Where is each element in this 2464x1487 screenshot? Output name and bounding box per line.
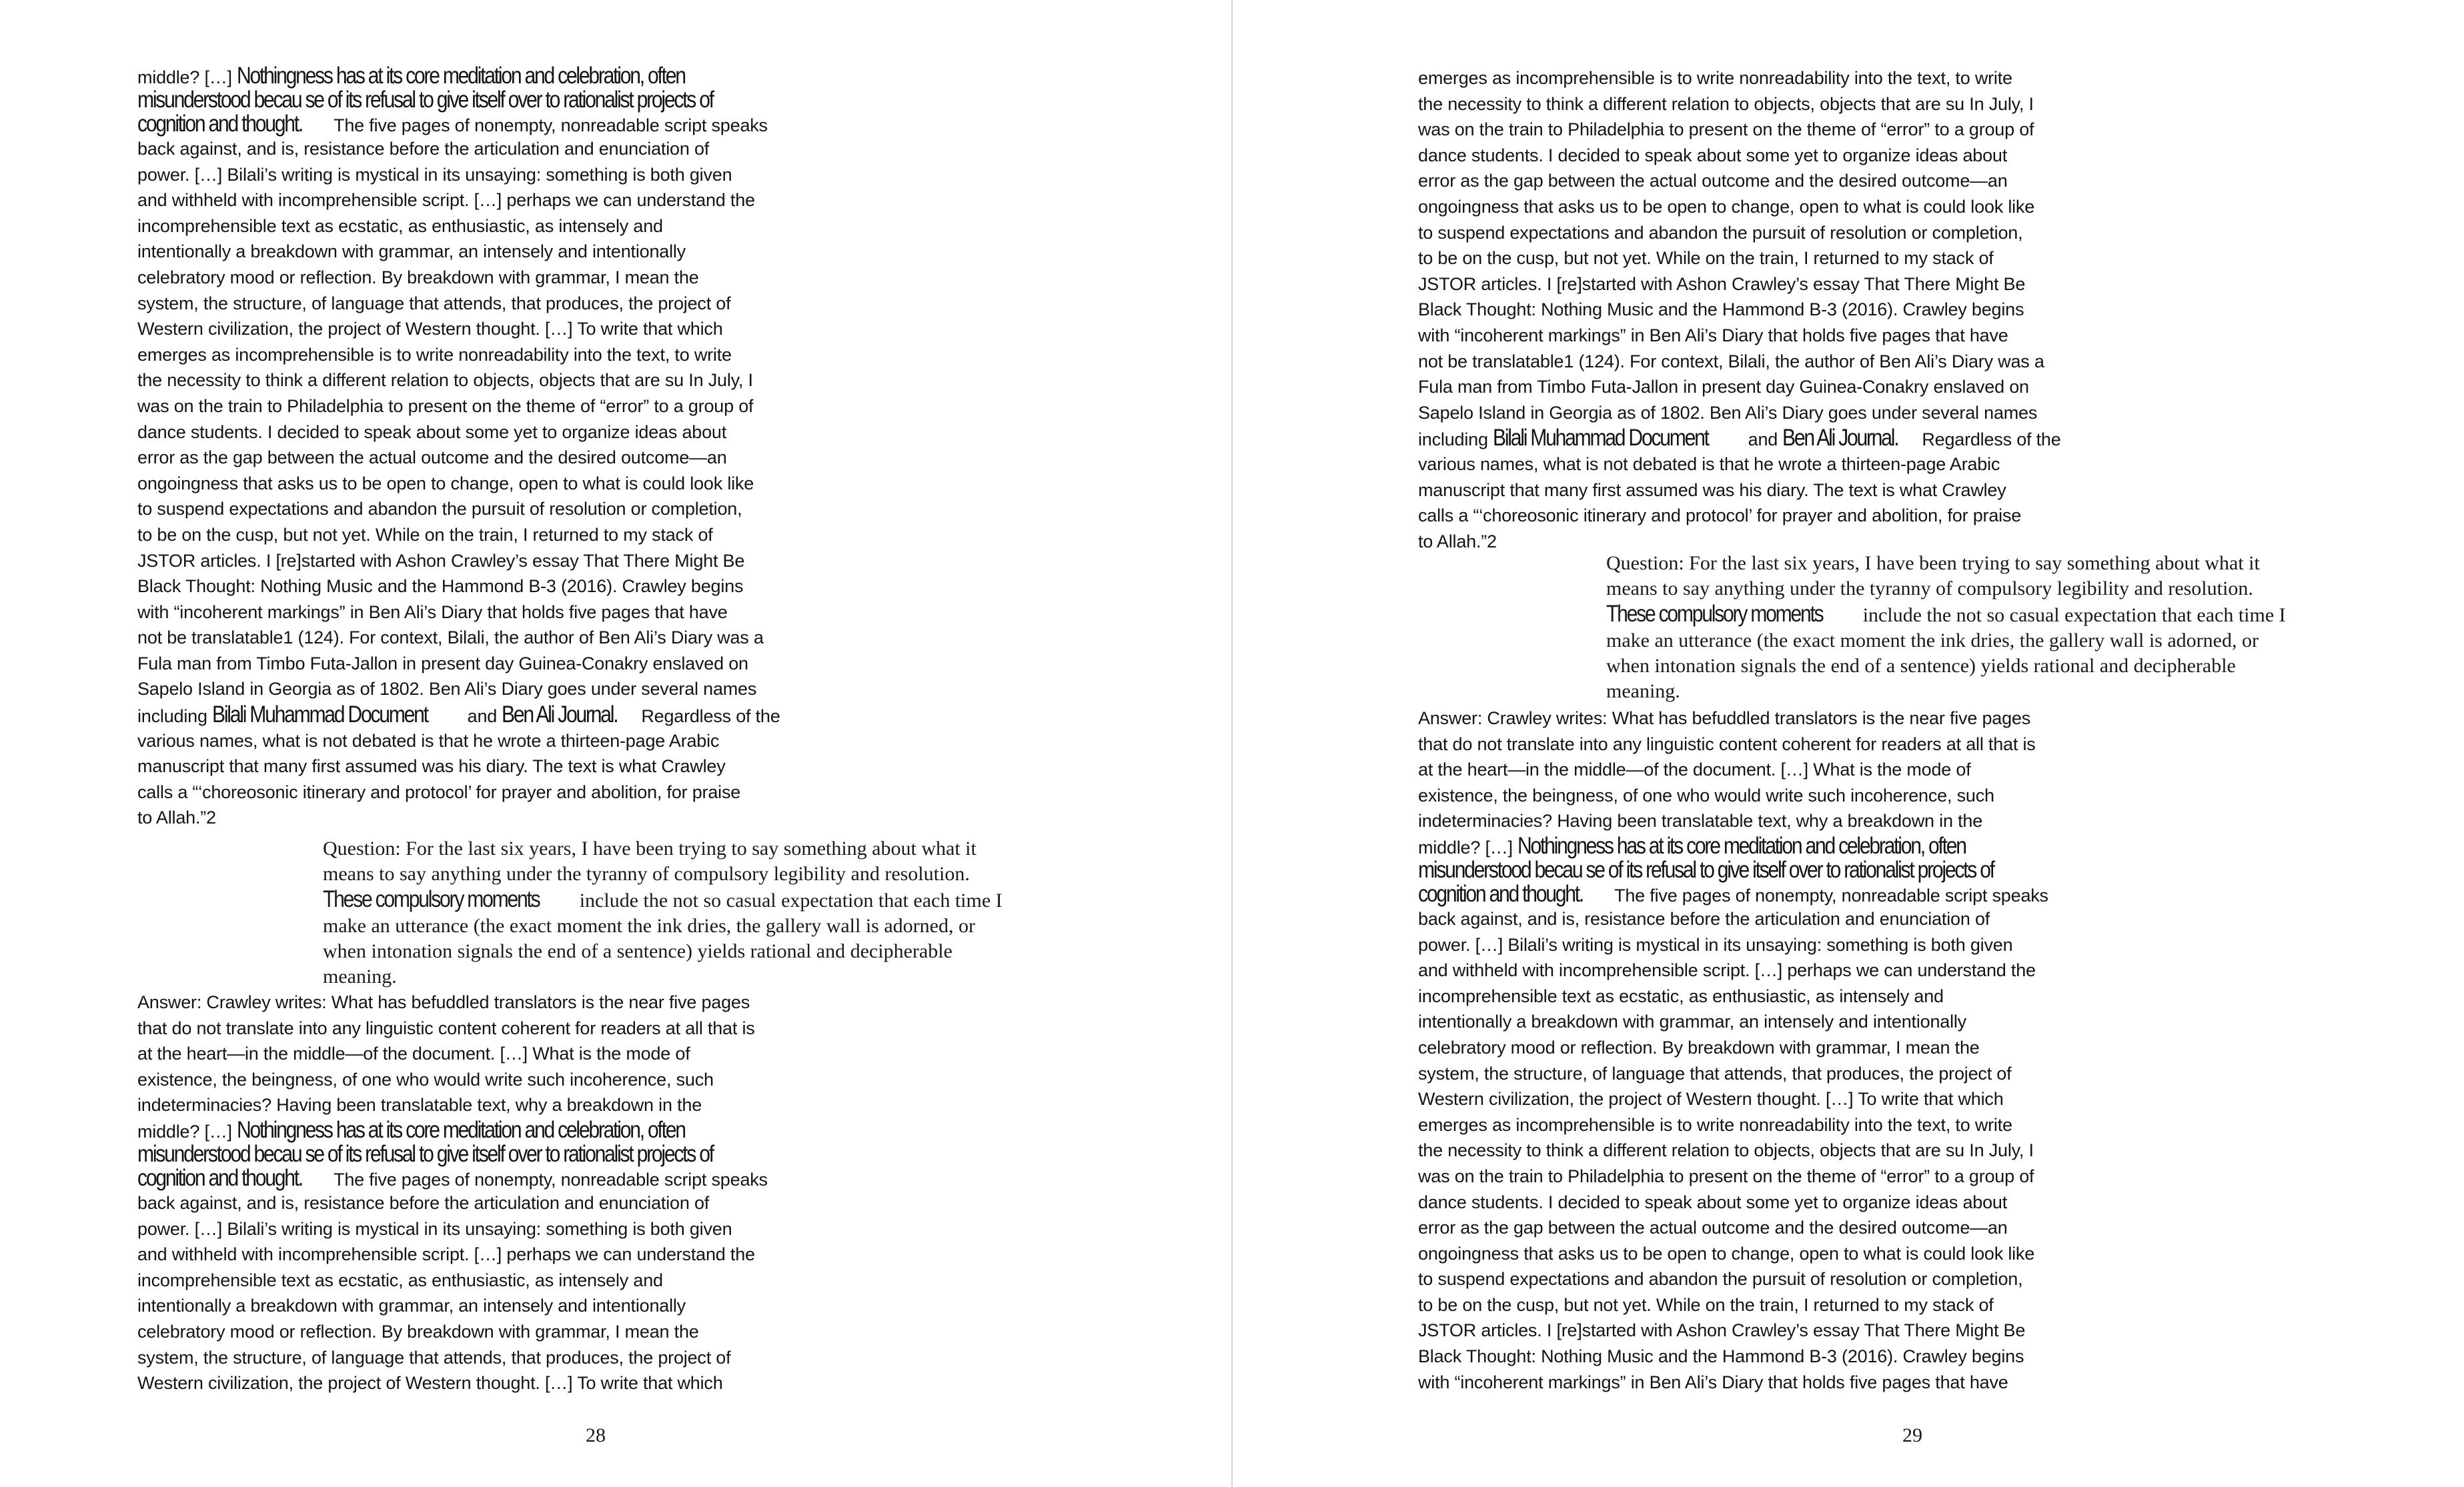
text-line: back against, and is, resistance before the articulation and enunciation of [137,139,710,159]
question-block [323,836,1003,990]
question-line: meaning. [1606,680,1680,702]
text-line: to Allah.”2 [137,808,216,828]
text-line: various names, what is not debated is that he wrote a thirteen-page Arabic [1418,453,2000,474]
question-line: make an utterance (the exact moment the ink dries, the gallery wall is adorned, or [323,915,975,937]
text-line [137,88,806,112]
text-line: indeterminacies? Having been translatable text, why a breakdown in the [137,1095,702,1116]
text-line: intentionally a breakdown with grammar, an intensely and intentionally [137,241,686,262]
text-line [1418,858,2087,882]
text-line: middle? […] Nothingness has at its core meditation and celebration, often [1418,832,1966,859]
text-line: was on the train to Philadelphia to present on the theme of “error” to a group of [1418,119,2034,140]
emphasis-text: misunderstood becau se of its refusal to give itself over to rationalist projects of [1418,856,1994,883]
text-line: and withheld with incomprehensible script. […] perhaps we can understand the [1418,960,2036,981]
text-line: not be translatable1 (124). For context, Bilali, the author of Ben Ali’s Diary was a [137,627,764,648]
text-line: incomprehensible text as ecstatic, as enthusiastic, as intensely and [137,1270,663,1290]
text-line: Sapelo Island in Georgia as of 1802. Ben Ali’s Diary goes under several names [1418,402,2038,423]
text-line: that do not translate into any linguistic content coherent for readers at all that is [137,1018,755,1038]
question-block [1606,551,2286,704]
text-line: to be on the cusp, but not yet. While on the train, I returned to my stack of [1418,1294,1994,1315]
text-line: Fula man from Timbo Futa-Jallon in present day Guinea-Conakry enslaved on [1418,377,2029,397]
text-line: the necessity to think a different relation to objects, objects that are su In July, I [1418,1140,2034,1161]
text-line: existence, the beingness, of one who would write such incoherence, such [137,1069,714,1090]
text-line: error as the gap between the actual outcome and the desired outcome—an [1418,1218,2008,1238]
question-line: means to say anything under the tyranny of compulsory legibility and resolution. [1606,577,2253,599]
right-page [1233,0,2464,1487]
text-line: calls a “‘choreosonic itinerary and protocol’ for prayer and abolition, for praise [137,782,741,802]
emphasis-text: cognition and thought. [1418,880,1584,907]
text-line: Black Thought: Nothing Music and the Hammond B-3 (2016). Crawley begins [1418,1346,2024,1367]
right-body-text [1418,65,2061,554]
left-answer-text [137,990,806,1396]
text-line: various names, what is not debated is that he wrote a thirteen-page Arabic [137,730,720,751]
text-line: ongoingness that asks us to be open to change, open to what is could look like [137,473,754,493]
text-line: Answer: Crawley writes: What has befuddled translators is the near five pages [137,992,750,1012]
text-line: including Bilali Muhammad Document and Ben Ali Journal. Regardless of the [137,701,780,728]
text-line: indeterminacies? Having been translatable text, why a breakdown in the [1418,811,1983,832]
text-line: Black Thought: Nothing Music and the Hammond B-3 (2016). Crawley begins [1418,299,2024,320]
text-line: to Allah.”2 [1418,531,1497,551]
text-line: dance students. I decided to speak about some yet to organize ideas about [1418,145,2008,165]
emphasis-text: cognition and thought. [137,1164,303,1191]
question-line: when intonation signals the end of a sentence) yields rational and decipherable [1606,655,2236,677]
text-line: the necessity to think a different relation to objects, objects that are su In July, I [137,370,753,391]
question-line: Question: For the last six years, I have been trying to say something about what it [323,838,977,860]
text-line: cognition and thought. The five pages of nonempty, nonreadable script speaks [137,111,768,137]
text-line: ongoingness that asks us to be open to change, open to what is could look like [1418,196,2035,217]
emphasis-text: These compulsory moments [323,886,540,912]
emphasis-text: Nothingness has at its core meditation and celebration, often [237,63,685,89]
emphasis-text: Ben Ali Journal. [1782,425,1898,451]
text-line: Fula man from Timbo Futa-Jallon in present day Guinea-Conakry enslaved on [137,653,748,673]
text-line: middle? […] Nothingness has at its core meditation and celebration, often [137,63,685,89]
question-line: Question: For the last six years, I have been trying to say something about what it [1606,552,2260,574]
text-line: including Bilali Muhammad Document and Ben Ali Journal. Regardless of the [1418,425,2061,451]
emphasis-text: These compulsory moments [1606,601,1823,627]
text-line: manuscript that many first assumed was his diary. The text is what Crawley [1418,479,2006,500]
text-line: to suspend expectations and abandon the pursuit of resolution or completion, [137,499,742,519]
text-line: Western civilization, the project of Western thought. […] To write that which [137,319,723,339]
text-line: Black Thought: Nothing Music and the Hammond B-3 (2016). Crawley begins [137,576,744,597]
text-line: and withheld with incomprehensible script. […] perhaps we can understand the [137,1244,755,1265]
text-line: incomprehensible text as ecstatic, as enthusiastic, as intensely and [137,215,663,236]
left-body-text [137,64,806,831]
text-line: to suspend expectations and abandon the pursuit of resolution or completion, [1418,1269,2023,1290]
page-number: 28 [586,1424,606,1446]
text-line: emerges as incomprehensible is to write nonreadability into the text, to write [137,344,732,365]
left-page [0,0,1231,1487]
text-line: dance students. I decided to speak about some yet to organize ideas about [1418,1192,2008,1212]
text-line: at the heart—in the middle—of the document. […] What is the mode of [1418,760,1971,780]
text-line: emerges as incomprehensible is to write nonreadability into the text, to write [1418,68,2012,88]
text-line: JSTOR articles. I [re]started with Ashon Crawley’s essay That There Might Be [1418,273,2026,294]
text-line: celebratory mood or reflection. By breakdown with grammar, I mean the [1418,1037,1980,1058]
page-number: 29 [1902,1424,1922,1446]
question-line: These compulsory moments include the not so casual expectation that each time I [1606,601,2286,627]
question-line: meaning. [323,966,397,988]
text-line: and withheld with incomprehensible script. […] perhaps we can understand the [137,190,755,211]
right-answer-text [1418,705,2087,1395]
text-line: system, the structure, of language that attends, that produces, the project of [137,1347,731,1368]
question-line: These compulsory moments include the not so casual expectation that each time I [323,886,1003,912]
text-line: JSTOR articles. I [re]started with Ashon Crawley’s essay That There Might Be [1418,1320,2026,1341]
emphasis-text: Nothingness has at its core meditation and celebration, often [1517,832,1966,859]
text-line: was on the train to Philadelphia to present on the theme of “error” to a group of [137,395,754,416]
text-line: not be translatable1 (124). For context, Bilali, the author of Ben Ali’s Diary was a [1418,351,2044,371]
emphasis-text: cognition and thought. [137,111,303,137]
emphasis-text: misunderstood becau se of its refusal to give itself over to rationalist projects of [137,1140,713,1167]
text-line: system, the structure, of language that attends, that produces, the project of [1418,1063,2012,1084]
text-line: intentionally a breakdown with grammar, an intensely and intentionally [1418,1012,1966,1032]
text-line: back against, and is, resistance before the articulation and enunciation of [1418,908,1990,929]
question-line: make an utterance (the exact moment the ink dries, the gallery wall is adorned, or [1606,629,2259,651]
text-line: manuscript that many first assumed was his diary. The text is what Crawley [137,756,726,777]
text-line: with “incoherent markings” in Ben Ali’s Diary that holds five pages that have [1418,325,2008,345]
text-line: Western civilization, the project of Western thought. […] To write that which [137,1373,723,1394]
text-line: emerges as incomprehensible is to write nonreadability into the text, to write [1418,1114,2012,1135]
text-line: to suspend expectations and abandon the pursuit of resolution or completion, [1418,222,2023,243]
text-line: celebratory mood or reflection. By breakdown with grammar, I mean the [137,1321,699,1342]
text-line: to be on the cusp, but not yet. While on the train, I returned to my stack of [137,524,713,545]
text-line: Western civilization, the project of Western thought. […] To write that which [1418,1089,2004,1110]
text-line: existence, the beingness, of one who would write such incoherence, such [1418,785,1994,806]
text-line: celebratory mood or reflection. By breakdown with grammar, I mean the [137,267,699,287]
text-line: intentionally a breakdown with grammar, an intensely and intentionally [137,1296,686,1316]
text-line: at the heart—in the middle—of the document. […] What is the mode of [137,1044,690,1064]
text-line: cognition and thought. The five pages of nonempty, nonreadable script speaks [137,1164,768,1191]
emphasis-text: Ben Ali Journal. [502,701,618,728]
text-line: ongoingness that asks us to be open to change, open to what is could look like [1418,1243,2035,1264]
text-line: error as the gap between the actual outcome and the desired outcome—an [1418,171,2008,191]
text-line: power. […] Bilali’s writing is mystical in its unsaying: something is both given [137,164,732,185]
text-line: with “incoherent markings” in Ben Ali’s Diary that holds five pages that have [1418,1372,2008,1392]
question-line: when intonation signals the end of a sentence) yields rational and decipherable [323,940,953,962]
text-line: with “incoherent markings” in Ben Ali’s Diary that holds five pages that have [137,601,728,622]
text-line: Answer: Crawley writes: What has befuddled translators is the near five pages [1418,708,2031,728]
text-line: incomprehensible text as ecstatic, as enthusiastic, as intensely and [1418,986,1944,1006]
emphasis-text: Bilali Muhammad Document [1493,425,1708,451]
text-line: calls a “‘choreosonic itinerary and protocol’ for prayer and abolition, for praise [1418,505,2022,526]
emphasis-text: Nothingness has at its core meditation and celebration, often [237,1116,685,1143]
text-line: middle? […] Nothingness has at its core meditation and celebration, often [137,1116,685,1143]
text-line: that do not translate into any linguistic content coherent for readers at all that is [1418,733,2036,754]
text-line: cognition and thought. The five pages of nonempty, nonreadable script speaks [1418,880,2048,907]
text-line: to be on the cusp, but not yet. While on the train, I returned to my stack of [1418,248,1994,269]
emphasis-text: Bilali Muhammad Document [212,701,428,728]
text-line: dance students. I decided to speak about some yet to organize ideas about [137,421,727,442]
question-line: means to say anything under the tyranny of compulsory legibility and resolution. [323,863,970,885]
text-line [137,1142,806,1166]
text-line: power. […] Bilali’s writing is mystical in its unsaying: something is both given [137,1218,732,1239]
text-line: error as the gap between the actual outcome and the desired outcome—an [137,447,727,468]
text-line: Sapelo Island in Georgia as of 1802. Ben Ali’s Diary goes under several names [137,679,757,699]
text-line: was on the train to Philadelphia to present on the theme of “error” to a group of [1418,1166,2034,1186]
text-line: JSTOR articles. I [re]started with Ashon Crawley’s essay That There Might Be [137,550,745,571]
text-line: the necessity to think a different relation to objects, objects that are su In July, I [1418,93,2034,114]
emphasis-text: misunderstood becau se of its refusal to give itself over to rationalist projects of [137,87,713,113]
text-line: power. […] Bilali’s writing is mystical in its unsaying: something is both given [1418,934,2013,955]
text-line: system, the structure, of language that attends, that produces, the project of [137,293,731,313]
text-line: back against, and is, resistance before the articulation and enunciation of [137,1192,710,1213]
